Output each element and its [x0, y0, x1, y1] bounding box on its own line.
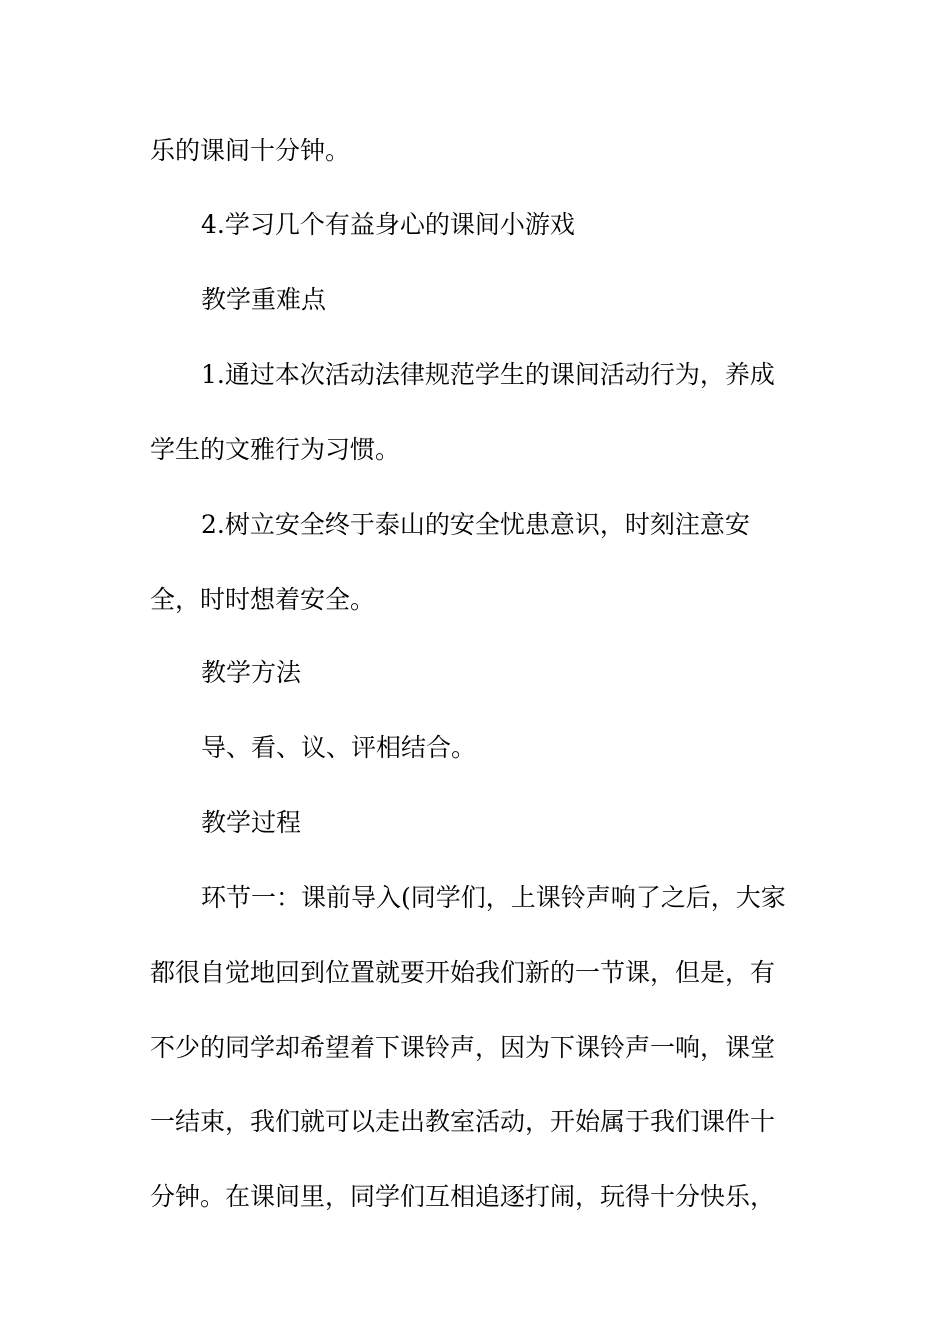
paragraph-line: 一结束，我们就可以走出教室活动，开始属于我们课件十 [150, 1107, 776, 1136]
text-line: 导、看、议、评相结合。 [201, 733, 477, 762]
paragraph-line: 环节一：课前导入(同学们，上课铃声响了之后，大家 [201, 883, 786, 912]
text-line: 全，时时想着安全。 [150, 585, 376, 614]
paragraph-line: 都很自觉地回到位置就要开始我们新的一节课，但是，有 [150, 958, 776, 987]
paragraph-line: 分钟。在课间里，同学们互相追逐打闹，玩得十分快乐， [150, 1182, 776, 1211]
text-line: 学生的文雅行为习惯。 [150, 435, 401, 464]
section-heading: 教学过程 [201, 808, 302, 837]
paragraph-line: 不少的同学却希望着下课铃声，因为下课铃声一响，课堂 [150, 1033, 776, 1062]
list-item: 2.树立安全终于泰山的安全忧患意识，时刻注意安 [201, 510, 750, 539]
text-line: 乐的课间十分钟。 [150, 136, 351, 165]
list-item: 4.学习几个有益身心的课间小游戏 [201, 210, 575, 239]
list-item: 1.通过本次活动法律规范学生的课间活动行为，养成 [201, 360, 775, 389]
section-heading: 教学重难点 [201, 285, 327, 314]
section-heading: 教学方法 [201, 658, 302, 687]
